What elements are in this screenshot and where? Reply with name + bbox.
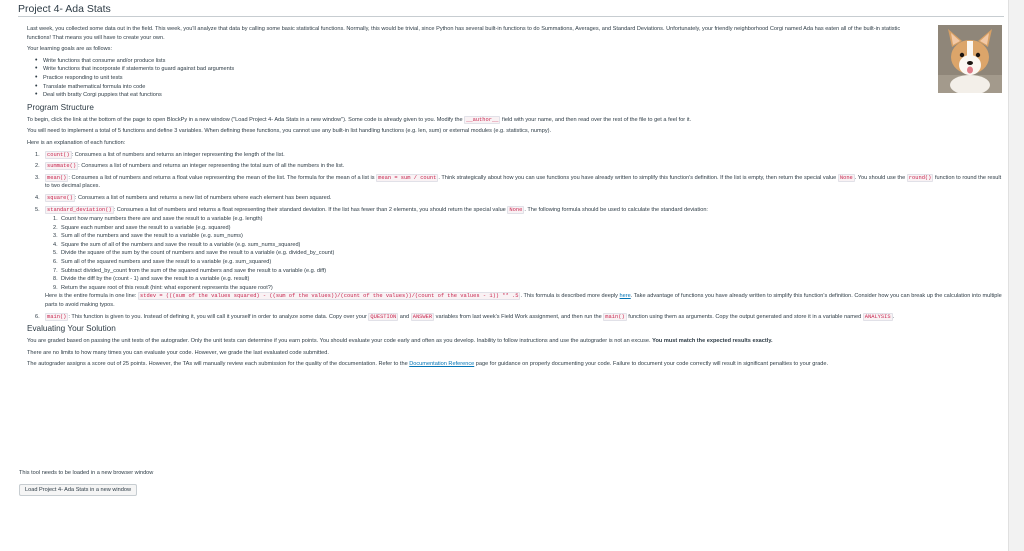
step-item: 4. Square the sum of all of the numbers and save the result to a variable (e.g. sum_nums_squared)	[53, 241, 301, 248]
goal-item: • Write functions that incorporate if statements to guard against bad arguments	[37, 65, 1002, 74]
documentation-reference-link[interactable]: Documentation Reference	[409, 361, 475, 368]
intro-paragraph: Last week, you collected some data out in the field. This week, you'll analyze that data by calling some basic statistical functions. Normally, this would be trivial, since Python has several built-in functions to do Summations, Averages, and Standard Deviations. Unfortunately, your friendly neighborhood Corgi named Ada has eaten all of the built-in statistic functions! That means you will have to create your own.	[27, 26, 901, 41]
page-title: Project 4- Ada Stats	[18, 3, 111, 15]
function-item-mean: 3. mean() : Consumes a list of numbers and returns a float value representing the mean of the list. The formula for the mean of a list is mean = sum / count . Think strategically about how you can use functions you have already written to simplify this function's definition. If the list is empty, then return the special value None . You should use the round() function to round the result to two decimal places.	[35, 174, 1002, 190]
step-item: 5. Divide the square of the sum by the count of numbers and save the result to a variable (e.g. divided_by_count)	[53, 250, 335, 257]
goal-item: • Deal with bratty Corgi puppies that eat functions	[37, 91, 1002, 100]
step-item: 6. Sum all of the squared numbers and save the result to a variable (e.g. sum_squared)	[53, 259, 272, 266]
step-item: 3. Sum all of the numbers and save the result to a variable (e.g. sum_nums)	[53, 233, 243, 240]
structure-paragraph-2: You will need to implement a total of 5 functions and define 3 variables. When defining these functions, you cannot use any built-in list handling functions (e.g. len, sum) or external modules (e.g. statistics, numpy).	[27, 128, 552, 135]
title-divider	[18, 16, 1004, 17]
step-item: 1. Count how many numbers there are and save the result to a variable (e.g. length)	[53, 216, 263, 223]
goal-item: • Practice responding to unit tests	[37, 74, 1002, 83]
structure-paragraph-1: To begin, click the link at the bottom of the page to open BlockPy in a new window ("Load Project 4- Ada Stats in a new window"). Some code is already given to you. Modify the __author__ field with your name, and then read over the rest of the file to get a feel for it.	[27, 116, 692, 123]
stdev-steps-list	[45, 215, 1002, 292]
step-item: 2. Square each number and save the result to a variable (e.g. squared)	[53, 224, 231, 231]
evaluating-paragraph-1: You are graded based on passing the unit tests of the autograder. Only the unit tests can determine if you earn points. You should evaluate your code early and often as you develop. Inability to follow instructions and use the autograder is not an excuse. You must match the expected results exactly.	[27, 338, 773, 345]
step-item: 7. Subtract divided_by_count from the sum of the squared numbers and save the result to a variable (e.g. diff)	[53, 267, 327, 274]
program-structure-heading: Program Structure	[27, 102, 94, 112]
load-project-button[interactable]: Load Project 4- Ada Stats in a new window	[19, 484, 137, 496]
step-item: 8. Divide the diff by the (count - 1) and save the result to a variable (e.g. result)	[53, 276, 250, 283]
formula-here-link[interactable]: here	[619, 293, 631, 300]
function-item-standard-deviation: 5. standard_deviation() : Consumes a list of numbers and returns a float representing their standard deviation. If the list has fewer than 2 elements, you should return the special value None . The following formula should be used to calculate the standard deviation: 1. Count how many numbers there are and save the result to a variable (e.g. length) 2. Square each number and save the result to a variable (e.g. squared) 3. Sum all of the numbers and save the result to a variable (e.g. sum_nums) 4. Square the sum of all of the numbers and save the result to a variable (e.g. sum_nums_squared) 5. Divide the square of the sum by the count of numbers and save the result to a variable (e.g. divided_by_count) 6. Sum all of the squared numbers and save the result to a variable (e.g. sum_squared) 7. Subtract divided_by_count from the sum of the squared numbers and save the result to a variable (e.g. diff) 8. Divide the diff by the (count - 1) and save the result to a variable (e.g. result) 9. Return the square root of this result (hint: what exponent represents the square root?) Here is the entire formula in one line: stdev = (((sum of the values squared) - ((sum of the values))/(count of the values))/(count of the values - 1)) ** .5 . This formula is described more deeply here. Take advantage of functions you have already written to simplify this function's definition. Consider how you can break up the calculation into multiple parts to avoid making typos.	[35, 206, 1002, 309]
step-item: 9. Return the square root of this result (hint: what exponent represents the square root?)	[53, 284, 273, 291]
function-item-count: 1. count() : Consumes a list of numbers and returns an integer representing the length of the list.	[35, 151, 285, 158]
function-item-square: 4. square() : Consumes a list of numbers and returns a new list of numbers where each element has been squared.	[35, 194, 332, 201]
scrollbar[interactable]	[1008, 0, 1024, 551]
structure-paragraph-3: Here is an explanation of each function:	[27, 139, 126, 146]
formula-paragraph: Here is the entire formula in one line: stdev = (((sum of the values squared) - ((sum of the values))/(count of the values))/(count of the values - 1)) ** .5 . This formula is described more deeply here. Take advantage of functions you have already written to simplify this function's definition. Consider how you can break up the calculation into multiple parts to avoid making typos.	[45, 293, 1002, 309]
function-list	[27, 151, 1002, 322]
goals-label: Your learning goals are as follows:	[27, 46, 112, 53]
assignment-content	[27, 25, 1002, 372]
function-item-main: 6. main() : This function is given to you. Instead of defining it, you will call it yourself in order to analyze some data. Copy over your QUESTION and ANSWER variables from last week's Field Work assignment, and then run the main() function using them as arguments. Copy the output generated and store it in a variable named ANALYSIS .	[35, 313, 895, 320]
function-item-summate: 2. summate() : Consumes a list of numbers and returns an integer representing the total sum of all the numbers in the list.	[35, 163, 345, 170]
author-code: __author__	[466, 116, 499, 123]
goal-item: • Write functions that consume and/or produce lists	[37, 57, 1002, 66]
evaluating-heading: Evaluating Your Solution	[27, 324, 116, 334]
tool-note: This tool needs to be loaded in a new browser window	[19, 470, 154, 476]
learning-goals-list	[27, 57, 1002, 100]
goal-item: • Translate mathematical formula into code	[37, 83, 1002, 92]
evaluating-paragraph-3: The autograder assigns a score out of 25 points. However, the TAs will manually review each submission for the quality of the documentation. Refer to the Documentation Reference page for guidance on properly documenting your code. Failure to document your code correctly will result in significant penalties to your grade.	[27, 361, 829, 368]
evaluating-paragraph-2: There are no limits to how many times you can evaluate your code. However, we grade the last evaluated code submitted.	[27, 349, 329, 356]
stdev-formula: stdev = (((sum of the values squared) - ((sum of the values))/(count of the values))/(count of the values - 1)) ** .5	[139, 293, 519, 300]
